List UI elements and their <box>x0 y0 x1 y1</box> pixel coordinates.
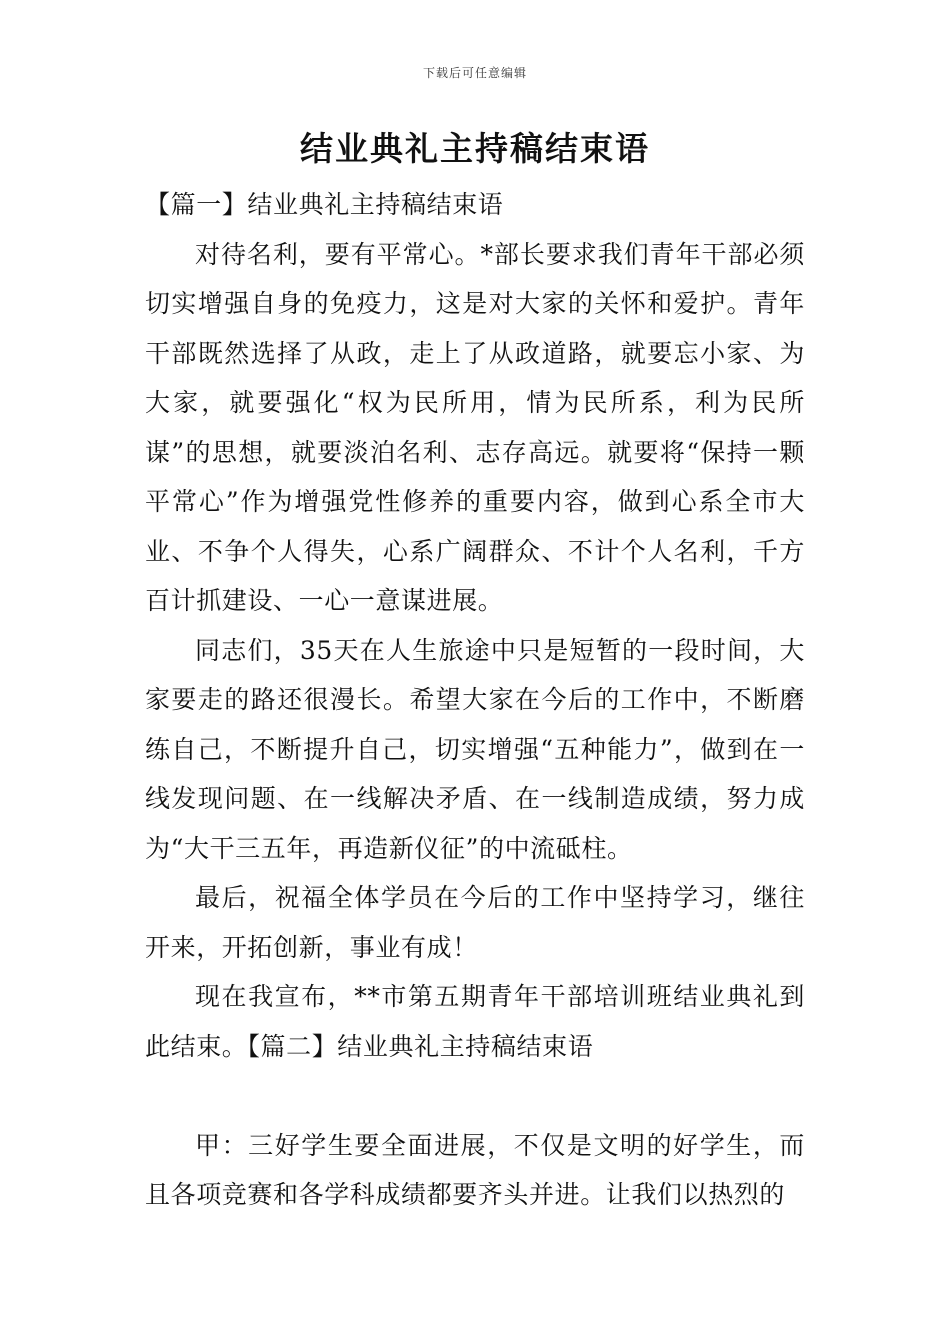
paragraph: 最后，祝福全体学员在今后的工作中坚持学习，继往开来，开拓创新，事业有成！ <box>145 883 805 962</box>
paragraph: 同志们，35天在人生旅途中只是短暂的一段时间，大家要走的路还很漫长。希望大家在今后的工作中，不断磨练自己，不断提升自己，切实增强“五种能力”，做到在一线发现问题、在一线解决矛盾、在一线制造成绩，努力成为“大干三五年，再造新仪征”的中流砥柱。 <box>145 635 805 863</box>
paragraph: 对待名利，要有平常心。*部长要求我们青年干部必须切实增强自身的免疫力，这是对大家的关怀和爱护。青年干部既然选择了从政，走上了从政道路，就要忘小家、为大家，就要强化“权为民所用，情为民所系，利为民所谋”的思想，就要淡泊名利、志存高远。就要将“保持一颗平常心”作为增强党性修养的重要内容，做到心系全市大业、不争个人得失，心系广阔群众、不计个人名利，千方百计抓建设、一心一意谋进展。 <box>145 239 805 615</box>
paragraph: 现在我宣布，**市第五期青年干部培训班结业典礼到此结束。【篇二】结业典礼主持稿结束语 <box>145 982 805 1061</box>
document-body <box>145 180 805 1220</box>
paragraph: 甲：三好学生要全面进展，不仅是文明的好学生，而且各项竞赛和各学科成绩都要齐头并进。让我们以热烈的 <box>145 1130 805 1209</box>
page-header-note: 下载后可任意编辑 <box>422 66 527 80</box>
document-title: 结业典礼主持稿结束语 <box>300 129 650 168</box>
section-heading: 【篇一】结业典礼主持稿结束语 <box>145 190 504 219</box>
